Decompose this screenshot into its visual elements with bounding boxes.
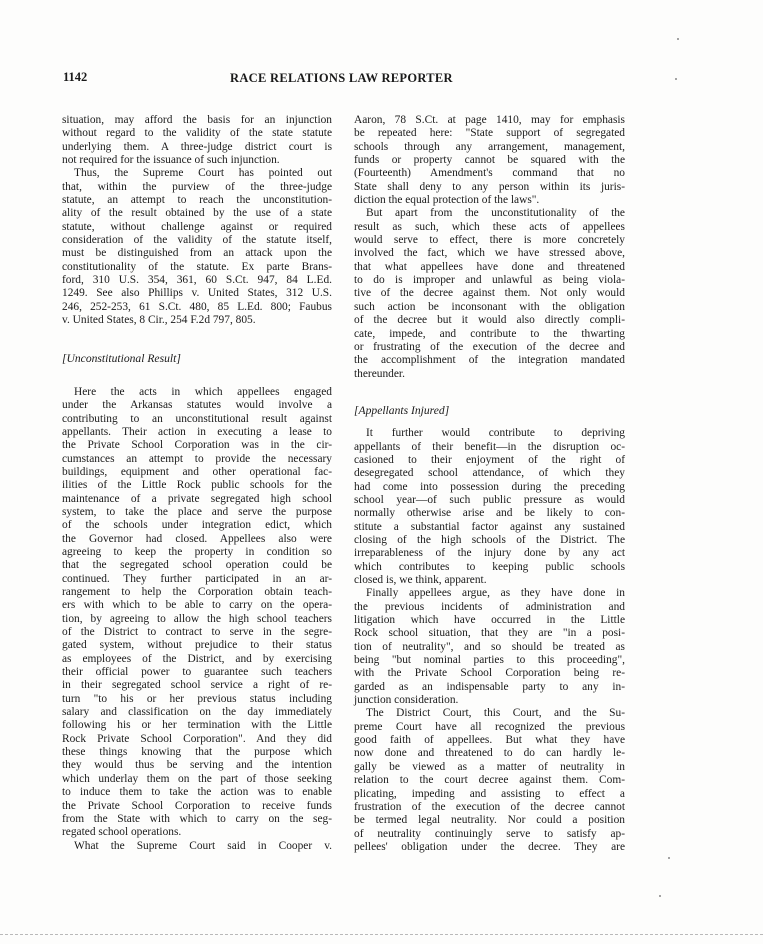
paragraph <box>354 427 625 587</box>
right-column <box>354 114 625 854</box>
text-line: that the segregated school operation could be <box>62 559 332 572</box>
text-line: which underlay them on the part of those seeking <box>62 772 332 785</box>
text-line: be repeated here: "State support of segregated <box>354 127 625 140</box>
text-line: such action be inconsonant with the obligation <box>354 300 625 313</box>
scan-edge-rule <box>0 934 763 935</box>
text-line: statute, an attempt to reach the unconstitution- <box>62 194 332 207</box>
text-line: appellants of their benefit—in the disruption oc- <box>354 440 625 453</box>
text-line: diction the equal protection of the laws". <box>354 194 540 207</box>
text-line: salary and classification on the day immediately <box>62 706 332 719</box>
text-line: without regard to the validity of the state statute <box>62 127 332 140</box>
text-line: consideration of the validity of the statute itself, <box>62 234 332 247</box>
text-line: tion of neutrality", and so should be treated as <box>354 640 625 653</box>
text-line: agreeing to keep the property in condition so <box>62 545 332 558</box>
text-line: that what appellees have done and threatened <box>354 260 625 273</box>
text-line: would serve to effect, there is more concretely <box>354 234 625 247</box>
text-line: 246, 252-253, 61 S.Ct. 480, 85 L.Ed. 800; Faubus <box>62 300 332 313</box>
paragraph <box>354 587 625 707</box>
text-line: in their segregated school service a right of re- <box>62 679 332 692</box>
text-line: situation, may afford the basis for an injunction <box>62 114 332 126</box>
text-line: Aaron, 78 S.Ct. at page 1410, may for emphasis <box>354 114 625 126</box>
text-line: ilities of the Little Rock public schools for the <box>62 479 332 492</box>
text-line: the Private School Corporation was in the cir- <box>62 439 332 452</box>
paragraph <box>354 707 625 854</box>
text-line: ality of the result obtained by the use of a state <box>62 207 332 220</box>
text-line: involved the fact, which we have stressed above, <box>354 247 625 260</box>
text-line: ers with which to be able to carry on the opera- <box>62 599 332 612</box>
text-line: continued. They further participated in an ar- <box>62 572 332 585</box>
text-line: good faith of appellees. But what they have <box>354 734 625 747</box>
text-line: must be distinguished from an attack upon the <box>62 247 332 260</box>
text-line: stitute a substantial factor against any sustained <box>354 520 625 533</box>
text-line: relation to the court decree against them. Com- <box>354 774 625 787</box>
text-line: Here the acts in which appellees engaged <box>74 385 332 398</box>
section-heading: [Appellants Injured] <box>354 403 450 417</box>
text-line: garded as an indispensable party to any in- <box>354 680 625 693</box>
paragraph <box>354 114 625 207</box>
text-line: Rock Private School Corporation". And they did <box>62 732 332 745</box>
text-line: regated school operations. <box>62 826 182 839</box>
text-line: tive of the decree against them. Not only would <box>354 287 625 300</box>
text-line: closed is, we think, apparent. <box>354 574 487 586</box>
text-line: these things knowing that the purpose which <box>62 746 332 759</box>
text-line: turn "to his or her previous status including <box>62 692 332 705</box>
text-line: rangement to help the Corporation obtain teach- <box>62 586 332 598</box>
text-line: constitutionality of the statute. Ex parte Brans- <box>62 260 332 273</box>
text-line: now done and threatened to do can hardly le- <box>354 747 625 760</box>
text-line: pellees' obligation under the decree. They are <box>354 840 625 853</box>
text-line: closing of the high schools of the District. The <box>354 533 625 546</box>
text-line: they would thus be serving and the intention <box>62 759 332 772</box>
scan-speck <box>659 895 661 897</box>
paragraph <box>354 207 625 380</box>
text-line: as employees of the District, and by exercising <box>62 652 332 665</box>
text-line: preme Court have all recognized the previous <box>354 720 625 733</box>
text-line: ford, 310 U.S. 354, 361, 60 S.Ct. 947, 84 L.Ed. <box>62 274 332 287</box>
text-line: junction consideration. <box>354 694 459 707</box>
text-line: buildings, equipment and other operational fac- <box>62 465 332 478</box>
paragraph <box>62 840 332 853</box>
text-line: statute, without challenge against or required <box>62 220 332 233</box>
text-line: v. United States, 8 Cir., 254 F.2d 797, 805. <box>62 314 256 327</box>
text-line: the Private School Corporation to receive funds <box>62 799 332 812</box>
running-head: RACE RELATIONS LAW REPORTER <box>230 71 453 85</box>
text-line: under the Arkansas statutes would involve a <box>62 399 332 412</box>
text-line: irreparableness of the injury done by any act <box>354 547 625 560</box>
text-line: casioned to their enjoyment of the right of <box>354 453 625 466</box>
text-line: Finally appellees argue, as they have done in <box>366 587 625 600</box>
text-line: result as such, which these acts of appellees <box>354 220 625 233</box>
text-line: (Fourteenth) Amendment's command that no <box>354 167 625 180</box>
page-number: 1142 <box>63 70 88 84</box>
text-line: the accomplishment of the integration mandated <box>354 354 625 367</box>
text-line: desegregated school attendance, of which they <box>354 467 625 480</box>
text-line: to induce them to take the action was to enable <box>62 786 332 799</box>
text-line: from the State with which to carry on the seg- <box>62 812 332 825</box>
paragraph <box>62 114 332 167</box>
text-line: school year—of such public pressure as would <box>354 493 625 506</box>
scan-speck <box>668 857 670 859</box>
text-line: of the schools under integration edict, which <box>62 519 332 532</box>
text-line: gally be viewed as a matter of neutrality in <box>354 760 625 773</box>
text-line: appellants. Their action in executing a lease to <box>62 425 332 438</box>
text-line: But apart from the unconstitutionality of the <box>366 207 625 220</box>
text-line: contributing to an unconstitutional result against <box>62 412 332 425</box>
text-line: What the Supreme Court said in Cooper v. <box>74 839 332 852</box>
text-line: funds or property cannot be squared with the <box>354 154 625 167</box>
text-line: tion, by agreeing to allow the high school teachers <box>62 612 332 625</box>
paragraph <box>62 386 332 840</box>
text-line: litigation which have occurred in the Little <box>354 614 625 627</box>
text-line: of the decree but it would also directly compli- <box>354 314 625 327</box>
text-line: 1249. See also Phillips v. United States, 312 U.S. <box>62 287 332 300</box>
text-line: The District Court, this Court, and the Su- <box>366 707 625 720</box>
left-column <box>62 114 332 853</box>
text-line: Thus, the Supreme Court has pointed out <box>74 167 332 180</box>
text-line: had come into possession during the preceding <box>354 480 625 493</box>
text-line: being "but nominal parties to this proceeding", <box>354 654 625 667</box>
text-line: with the Private School Corporation being re- <box>354 667 625 680</box>
text-line: the previous incidents of administration and <box>354 600 625 613</box>
text-line: system, to take the place and serve the purpose <box>62 505 332 518</box>
text-line: thereunder. <box>354 367 405 380</box>
text-line: It further would contribute to depriving <box>366 427 625 440</box>
text-line: be termed legal neutrality. Nor could a position <box>354 814 625 827</box>
text-line: cate, impede, and contribute to the thwarting <box>354 327 625 340</box>
text-line: the Governor had closed. Appellees also were <box>62 532 332 545</box>
section-heading: [Unconstitutional Result] <box>62 351 181 365</box>
text-line: cumstances an attempt to provide the necessary <box>62 452 332 465</box>
text-line: maintenance of a private segregated high school <box>62 492 332 505</box>
text-line: State shall deny to any person within its juris- <box>354 180 625 193</box>
text-line: underlying them. A three-judge district court is <box>62 140 332 153</box>
text-line: of the District to contract to serve in the segre- <box>62 626 332 639</box>
text-line: normally otherwise arise and be likely to con- <box>354 507 625 520</box>
text-line: to do is improper and unlawful as being viola- <box>354 274 625 287</box>
text-line: their official power to guarantee such teachers <box>62 666 332 679</box>
paragraph <box>62 167 332 327</box>
text-line: of neutrality continuingly serve to satisfy ap- <box>354 827 625 840</box>
text-line: that, within the purview of the three-judge <box>62 180 332 193</box>
text-line: schools through any arrangement, management, <box>354 140 625 153</box>
scan-speck <box>677 38 679 40</box>
text-line: which contributes to keeping public schools <box>354 560 625 573</box>
text-line: not required for the issuance of such injunction. <box>62 154 280 167</box>
scan-speck <box>675 78 677 80</box>
text-line: or frustrating of the execution of the decree and <box>354 340 625 353</box>
text-line: Rock school situation, that they are "in a posi- <box>354 627 625 640</box>
text-line: gated system, without prejudice to their status <box>62 639 332 652</box>
text-line: plicating, impeding and assisting to effect a <box>354 787 625 800</box>
text-line: frustration of the execution of the decree cannot <box>354 800 625 813</box>
text-line: following his or her termination with the Little <box>62 719 332 732</box>
